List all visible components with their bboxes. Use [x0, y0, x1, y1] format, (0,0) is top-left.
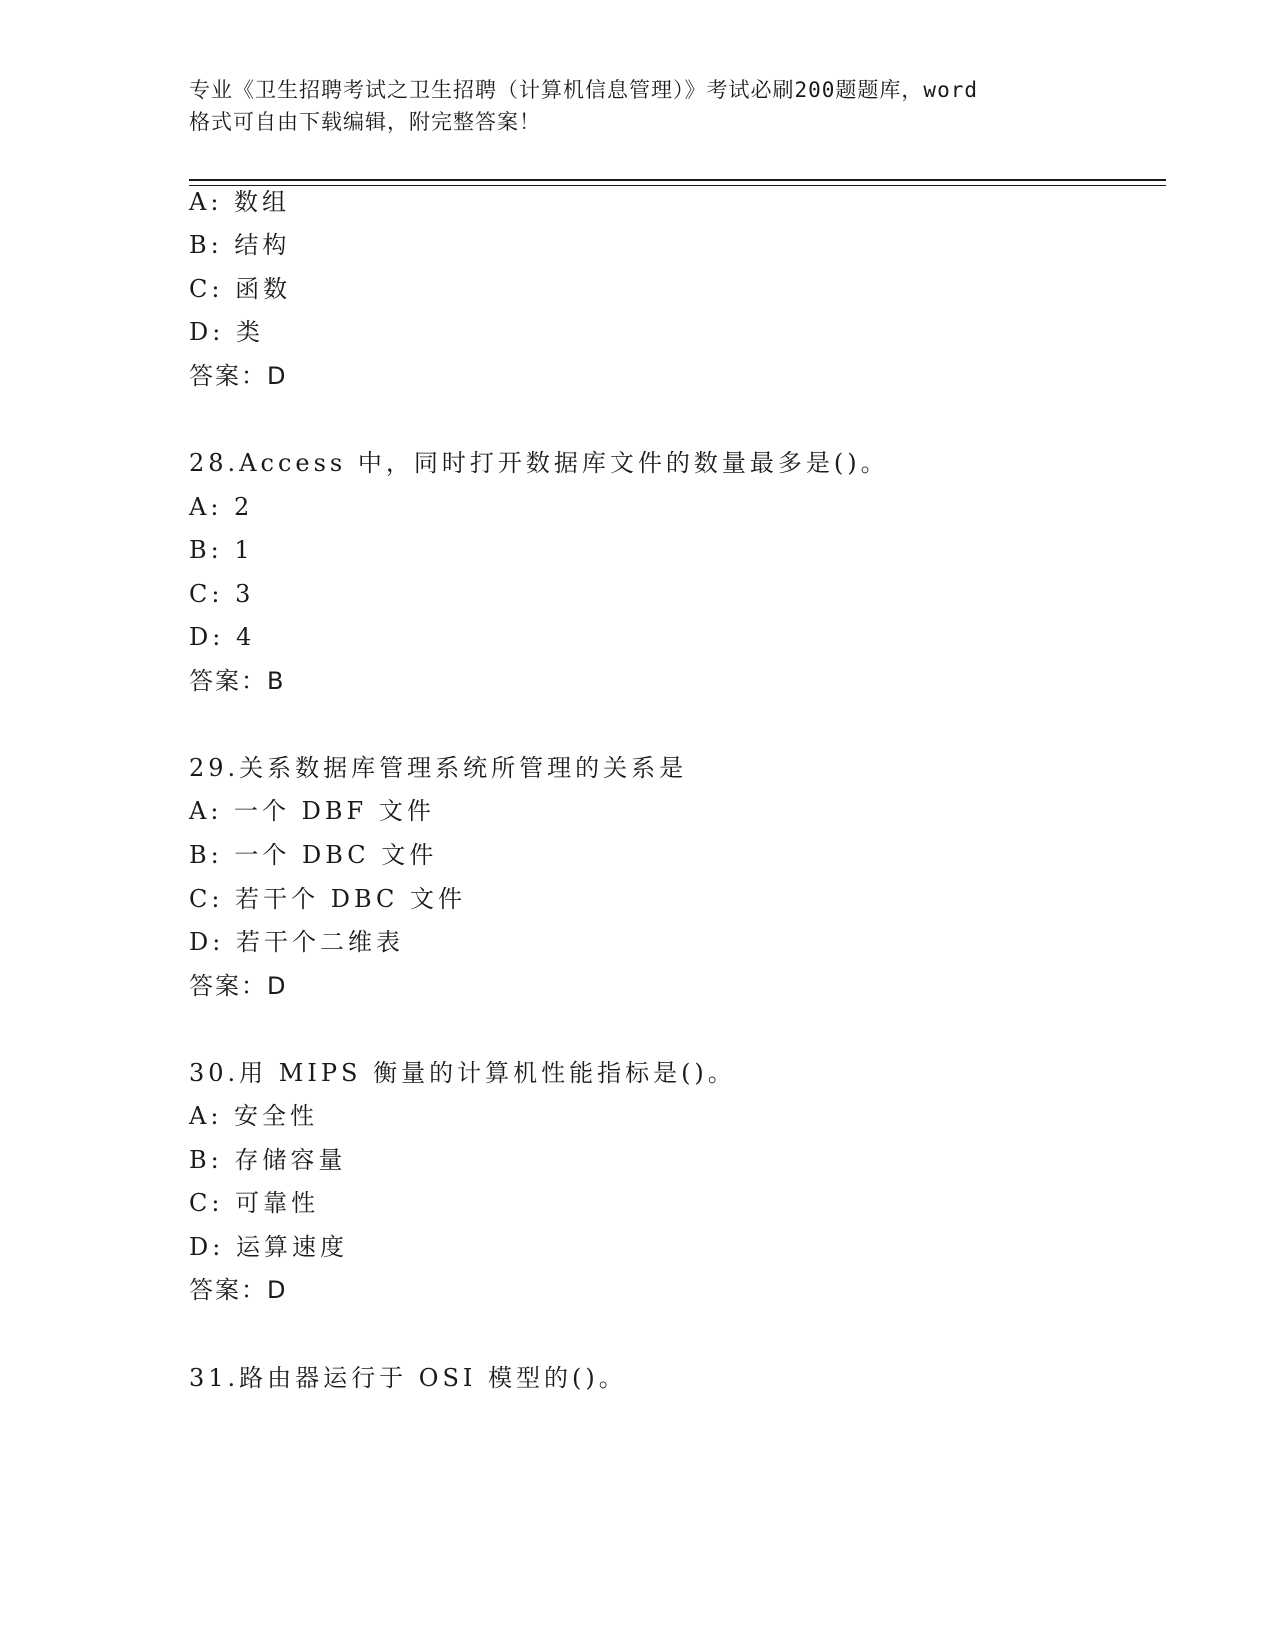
header-divider-thin — [189, 185, 1166, 186]
q28-option-c: C: 3 — [189, 580, 255, 608]
q30-option-d: D: 运算速度 — [189, 1233, 348, 1261]
q27-option-c: C: 函数 — [189, 275, 292, 303]
q27-option-d: D: 类 — [189, 318, 264, 346]
q28-question: 28.Access 中，同时打开数据库文件的数量最多是()。 — [189, 449, 889, 477]
q27-option-a: A: 数组 — [189, 188, 291, 216]
q28-answer: 答案：B — [189, 667, 286, 695]
q28-option-b: B: 1 — [189, 536, 254, 564]
q29-option-a: A: 一个 DBF 文件 — [189, 797, 435, 825]
header-line-2: 格式可自由下载编辑，附完整答案！ — [189, 110, 541, 134]
q30-question: 30.用 MIPS 衡量的计算机性能指标是()。 — [189, 1059, 736, 1087]
q29-question: 29.关系数据库管理系统所管理的关系是 — [189, 754, 688, 782]
q29-option-d: D: 若干个二维表 — [189, 928, 404, 956]
q31-question: 31.路由器运行于 OSI 模型的()。 — [189, 1364, 627, 1392]
q28-option-d: D: 4 — [189, 623, 256, 651]
q30-option-c: C: 可靠性 — [189, 1189, 320, 1217]
q27-answer: 答案：D — [189, 362, 288, 390]
q29-answer: 答案：D — [189, 972, 288, 1000]
q29-option-b: B: 一个 DBC 文件 — [189, 841, 438, 869]
q28-option-a: A: 2 — [189, 493, 254, 521]
document-header — [189, 74, 1089, 138]
q29-option-c: C: 若干个 DBC 文件 — [189, 885, 467, 913]
q30-answer: 答案：D — [189, 1276, 288, 1304]
q27-option-b: B: 结构 — [189, 231, 291, 259]
q30-option-b: B: 存储容量 — [189, 1146, 347, 1174]
header-divider-thick — [189, 179, 1166, 181]
q30-option-a: A: 安全性 — [189, 1102, 319, 1130]
header-line-1: 专业《卫生招聘考试之卫生招聘（计算机信息管理）》考试必刷200题题库，word — [189, 78, 978, 102]
